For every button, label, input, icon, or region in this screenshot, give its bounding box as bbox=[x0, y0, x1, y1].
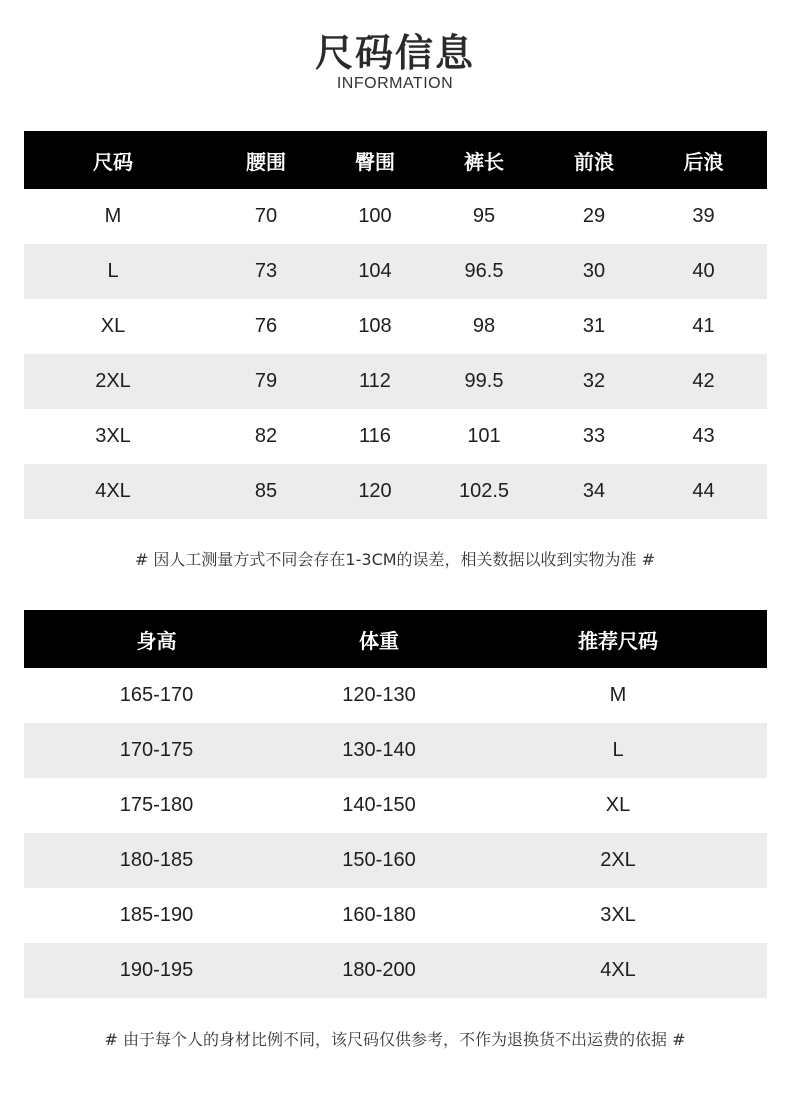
table-cell: 33 bbox=[582, 425, 606, 447]
column-header-recommended-size: 推荐尺码 bbox=[578, 628, 658, 653]
table-cell: 73 bbox=[254, 260, 278, 282]
table-cell: 76 bbox=[254, 315, 278, 337]
table-cell: XL bbox=[100, 315, 126, 337]
table-cell: 30 bbox=[582, 260, 606, 282]
table-cell: 42 bbox=[692, 370, 715, 392]
table-row bbox=[24, 244, 767, 299]
table-cell: 108 bbox=[358, 315, 392, 337]
table-cell: 79 bbox=[254, 370, 278, 392]
column-header-length: 裤长 bbox=[464, 149, 504, 174]
column-header-back-rise: 后浪 bbox=[683, 149, 724, 174]
table-cell: 29 bbox=[582, 205, 606, 227]
table-cell: 140-150 bbox=[342, 794, 416, 816]
column-header-waist: 腰围 bbox=[246, 149, 286, 174]
table-cell: 43 bbox=[692, 425, 715, 447]
table-cell: L bbox=[107, 260, 119, 282]
table-cell: 170-175 bbox=[119, 739, 194, 761]
table-row bbox=[24, 723, 767, 778]
table-cell: 120-130 bbox=[342, 684, 416, 706]
table-cell: 40 bbox=[692, 260, 715, 282]
table-cell: 85 bbox=[254, 480, 278, 502]
column-header-height: 身高 bbox=[136, 628, 177, 653]
table-cell: 100 bbox=[358, 205, 392, 227]
table-cell: 70 bbox=[254, 205, 278, 227]
size-table bbox=[24, 131, 767, 519]
table-cell: L bbox=[612, 739, 624, 761]
table-cell: XL bbox=[605, 794, 631, 816]
table-cell: 190-195 bbox=[119, 959, 194, 981]
table-cell: M bbox=[104, 205, 122, 227]
table-cell: 34 bbox=[582, 480, 606, 502]
table-row bbox=[24, 888, 767, 943]
table-cell: 180-185 bbox=[119, 849, 194, 871]
recommendation-table-header bbox=[24, 610, 767, 668]
recommendation-table bbox=[24, 610, 767, 998]
table-row bbox=[24, 778, 767, 833]
table-cell: 3XL bbox=[95, 425, 131, 447]
table-cell: 185-190 bbox=[119, 904, 194, 926]
table-cell: 112 bbox=[359, 370, 391, 392]
measurement-note: # 因人工测量方式不同会存在1-3CM的误差，相关数据以收到实物为准 # bbox=[134, 550, 656, 569]
column-header-weight: 体重 bbox=[359, 628, 399, 653]
table-cell: 41 bbox=[692, 315, 715, 337]
page-subtitle: INFORMATION bbox=[336, 75, 454, 92]
table-row bbox=[24, 409, 767, 464]
table-cell: 2XL bbox=[600, 849, 636, 871]
table-cell: 180-200 bbox=[342, 959, 416, 981]
table-row bbox=[24, 299, 767, 354]
table-cell: 95 bbox=[472, 205, 496, 227]
disclaimer-note: # 由于每个人的身材比例不同，该尺码仅供参考，不作为退换货不出运费的依据 # bbox=[104, 1030, 686, 1049]
table-row bbox=[24, 354, 767, 409]
table-cell: 96.5 bbox=[464, 260, 504, 282]
table-row bbox=[24, 668, 767, 723]
table-row bbox=[24, 464, 767, 519]
column-header-size: 尺码 bbox=[93, 149, 133, 174]
table-cell: 39 bbox=[692, 205, 715, 227]
table-cell: 3XL bbox=[600, 904, 636, 926]
table-row bbox=[24, 189, 767, 244]
table-row bbox=[24, 943, 767, 998]
table-cell: 99.5 bbox=[464, 370, 504, 392]
column-header-hip: 臀围 bbox=[355, 149, 395, 174]
table-cell: 116 bbox=[359, 425, 391, 447]
table-cell: 104 bbox=[358, 260, 392, 282]
table-cell: 101 bbox=[467, 425, 501, 447]
table-cell: 44 bbox=[692, 480, 715, 502]
table-cell: 120 bbox=[358, 480, 392, 502]
page-title: 尺码信息 bbox=[314, 31, 475, 75]
table-cell: 98 bbox=[472, 315, 496, 337]
table-cell: 32 bbox=[582, 370, 606, 392]
table-cell: M bbox=[609, 684, 627, 706]
table-cell: 175-180 bbox=[119, 794, 194, 816]
table-cell: 82 bbox=[254, 425, 278, 447]
table-cell: 130-140 bbox=[342, 739, 416, 761]
table-cell: 150-160 bbox=[342, 849, 416, 871]
table-cell: 160-180 bbox=[342, 904, 416, 926]
size-table-header bbox=[24, 131, 767, 189]
table-cell: 31 bbox=[582, 315, 606, 337]
table-cell: 165-170 bbox=[119, 684, 194, 706]
column-header-front-rise: 前浪 bbox=[574, 149, 614, 174]
table-cell: 2XL bbox=[95, 370, 131, 392]
table-cell: 4XL bbox=[600, 959, 636, 981]
table-cell: 102.5 bbox=[458, 480, 510, 502]
table-row bbox=[24, 833, 767, 888]
table-cell: 4XL bbox=[95, 480, 131, 502]
